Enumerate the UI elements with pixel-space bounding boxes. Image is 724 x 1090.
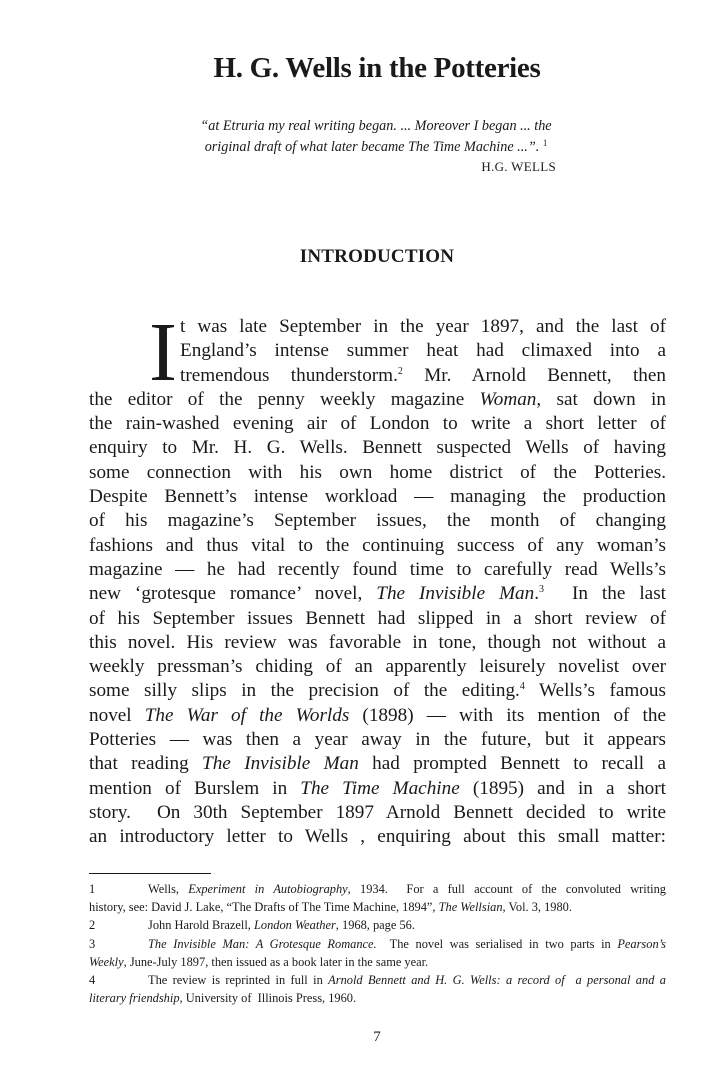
body-line xyxy=(89,534,666,558)
footnote-ref-2[interactable]: 2 xyxy=(397,365,403,377)
text-run: had prompted Bennett to recall a xyxy=(358,753,666,775)
italic-title: The War of the Worlds xyxy=(144,704,350,726)
text-run: magazine — he had recently found time to carefully read Wells’s xyxy=(89,558,666,580)
text-run: , University of Illinois Press, 1960. xyxy=(179,991,357,1006)
text-run: of his magazine’s September issues, the month of changing xyxy=(89,510,666,532)
footnotes xyxy=(89,880,666,1007)
body-line xyxy=(89,436,666,460)
text-run: some silly slips in the precision of the editing. xyxy=(89,680,520,702)
footnote-2 xyxy=(89,916,666,934)
epigraph-line-2-text: original draft of what later became The Time Machine ...”. xyxy=(204,139,540,155)
text-run: The novel was serialised in two parts in xyxy=(376,936,618,951)
italic-title: The Wellsian xyxy=(438,900,503,915)
body-line xyxy=(89,777,666,801)
italic-title: The Invisible Man xyxy=(202,753,359,775)
footnote-number: 3 xyxy=(89,936,96,951)
text-run: of his September issues Bennett had slipped in a short review of xyxy=(89,607,666,629)
text-run: Potteries — was then a year away in the future, but it appears xyxy=(89,729,666,751)
text-run: mention of Burslem in xyxy=(89,777,301,799)
footnote-line xyxy=(89,971,666,989)
text-run: enquiry to Mr. H. G. Wells. Bennett suspected Wells of having xyxy=(89,437,666,459)
page-number: 7 xyxy=(373,1029,381,1045)
body-paragraph xyxy=(89,306,667,850)
italic-title: The Invisible Man xyxy=(376,583,535,605)
text-run: the editor of the penny weekly magazine xyxy=(89,388,480,410)
text-run: t was late September in the year 1897, and the last of xyxy=(180,316,666,337)
footnote-ref-4[interactable]: 4 xyxy=(519,681,525,693)
footnote-line xyxy=(89,953,666,971)
chapter-title: H. G. Wells in the Potteries xyxy=(213,52,541,84)
italic-title: Arnold Bennett and H. G. Wells: a record of a personal and a xyxy=(328,973,666,988)
text-run: this novel. His review was favorable in tone, though not without a xyxy=(89,631,666,653)
footnote-number: 2 xyxy=(89,918,96,933)
footnote-line xyxy=(89,916,666,934)
text-run: novel xyxy=(89,704,145,726)
text-run: , June-July 1897, then issued as a book later in the same year. xyxy=(123,954,429,969)
epigraph-line-1: “at Etruria my real writing began. ... Moreover I began ... the xyxy=(200,118,552,134)
body-line xyxy=(89,461,666,485)
epigraph-attribution: H.G. WELLS xyxy=(481,159,556,174)
epigraph-line-2 xyxy=(170,137,582,158)
text-run: fashions and thus vital to the continuing success of any woman’s xyxy=(89,534,666,556)
text-run: . xyxy=(534,583,540,605)
text-run: Wells’s famous xyxy=(524,680,666,702)
text-run: In the last xyxy=(544,583,666,605)
body-line xyxy=(89,655,666,679)
footnote-1 xyxy=(89,880,666,916)
footnote-ref-1[interactable]: 1 xyxy=(542,138,548,148)
body-line xyxy=(89,607,666,631)
epigraph-quote xyxy=(170,116,582,158)
text-run: that reading xyxy=(89,753,203,775)
body-line xyxy=(89,704,666,728)
text-run: (1895) and in a short xyxy=(459,777,666,799)
text-run: new ‘grotesque romance’ novel, xyxy=(89,583,377,605)
text-run: Despite Bennett’s intense workload — managing the production xyxy=(89,486,666,508)
text-run: weekly pressman’s chiding of an apparently leisurely novelist over xyxy=(89,656,666,678)
text-run: The review is reprinted in full in xyxy=(148,973,329,988)
body-line xyxy=(89,825,666,849)
footnote-number: 4 xyxy=(89,973,96,988)
footnote-ref-3[interactable]: 3 xyxy=(539,584,545,596)
italic-title: Pearson’s xyxy=(617,936,666,951)
body-line xyxy=(89,752,666,776)
footnote-3 xyxy=(89,935,666,971)
text-run: , 1934. For a full account of the convoluted writing xyxy=(347,882,667,896)
italic-title: literary friendship xyxy=(89,991,180,1006)
italic-title: Woman xyxy=(479,388,537,410)
body-line xyxy=(89,509,666,533)
text-run: England’s intense summer heat had climaxed into a xyxy=(180,340,666,362)
text-run: Mr. Arnold Bennett, then xyxy=(402,364,667,386)
section-heading: INTRODUCTION xyxy=(299,246,455,267)
drop-cap: I xyxy=(149,306,177,399)
footnote-separator xyxy=(89,873,211,874)
text-run: , sat down in xyxy=(536,388,666,410)
text-run: history, see: David J. Lake, “The Drafts of The Time Machine, 1894”, xyxy=(89,900,439,915)
footnote-line xyxy=(89,898,666,916)
body-line xyxy=(89,679,666,703)
text-run: tremendous thunderstorm. xyxy=(180,364,398,386)
text-run: story. On 30th September 1897 Arnold Bennett decided to write xyxy=(89,801,666,823)
italic-title: Experiment in Autobiography xyxy=(188,882,348,896)
footnote-4 xyxy=(89,971,666,1007)
italic-title: Weekly xyxy=(89,954,124,969)
body-line xyxy=(89,582,666,606)
text-run: Wells, xyxy=(148,882,189,896)
italic-title: The Time Machine xyxy=(300,777,460,799)
text-run: some connection with his own home district of the Potteries. xyxy=(89,461,666,483)
body-line xyxy=(89,485,666,509)
footnote-line xyxy=(89,935,666,953)
body-line xyxy=(89,801,666,825)
text-run: John Harold Brazell, xyxy=(148,918,254,933)
italic-title: The Invisible Man: A Grotesque Romance. xyxy=(148,936,377,951)
body-line xyxy=(89,412,666,436)
footnote-line xyxy=(89,989,666,1007)
body-line xyxy=(89,728,666,752)
italic-title: London Weather xyxy=(253,918,336,933)
text-run: the rain-washed evening air of London to write a short letter of xyxy=(89,413,666,435)
text-run: (1898) — with its mention of the xyxy=(349,704,666,726)
body-line xyxy=(89,631,666,655)
footnote-number: 1 xyxy=(89,882,96,896)
body-line xyxy=(89,558,666,582)
text-run: an introductory letter to Wells , enquiring about this small matter: xyxy=(89,826,666,848)
text-run: , 1968, page 56. xyxy=(335,918,415,933)
footnote-line xyxy=(89,880,666,898)
text-run: , Vol. 3, 1980. xyxy=(502,900,572,915)
